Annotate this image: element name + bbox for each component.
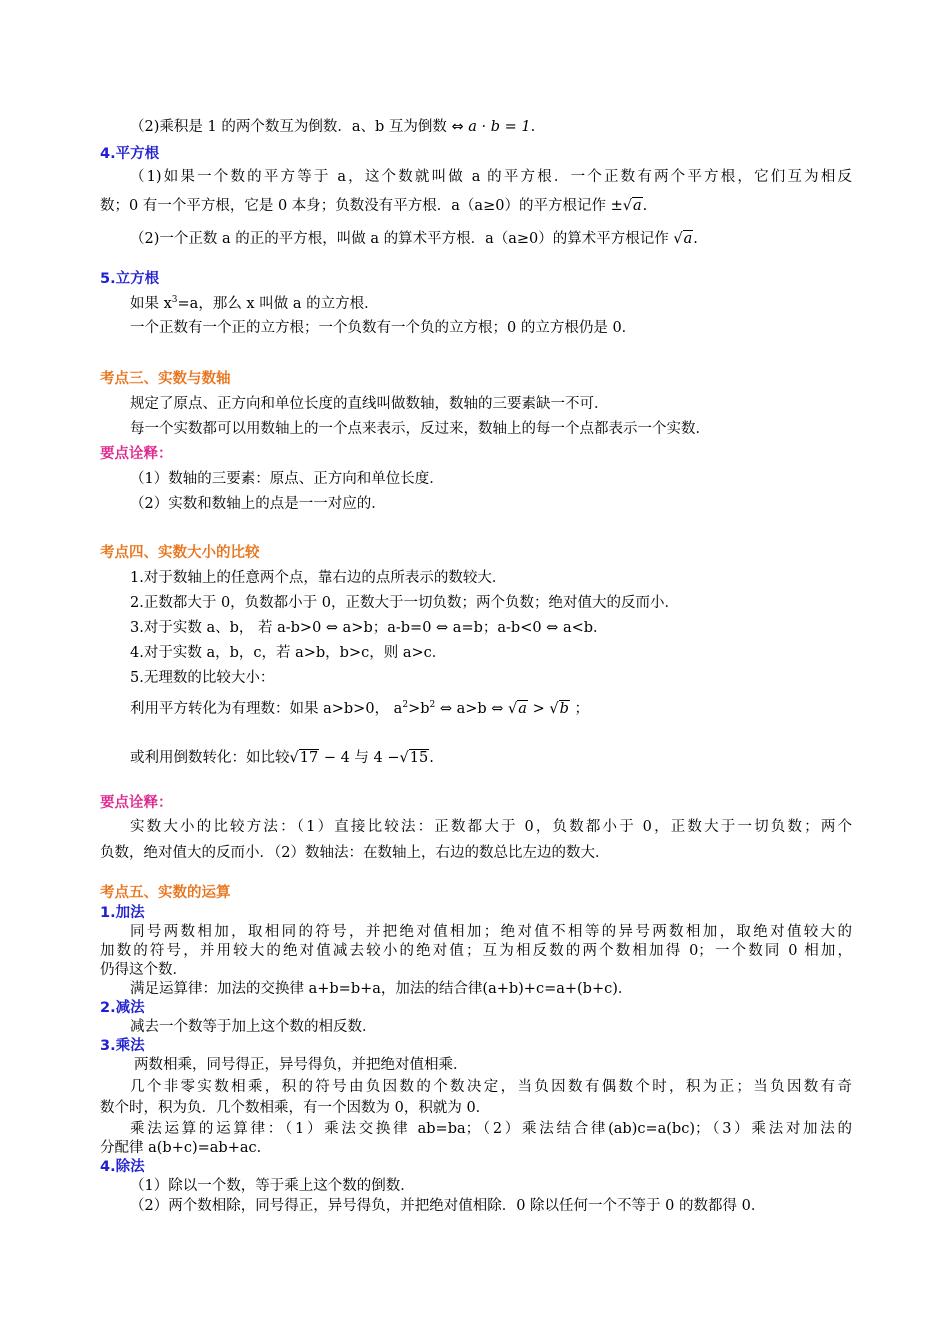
radicand-17: 17	[299, 750, 319, 766]
reciprocal-text: （2)乘积是 1 的两个数互为倒数．a、b 互为倒数	[130, 119, 447, 135]
kp4-title: 考点四、实数大小的比较	[100, 545, 260, 561]
kp4-i4: 4.对于实数 a，b，c，若 a>b，b>c，则 a>c．	[130, 645, 447, 661]
kp4-note-line1: 实数大小的比较方法：（1）直接比较法：正数都大于 0，负数都小于 0，正数大于一切负数；两个	[130, 819, 852, 835]
radicand: a	[632, 198, 642, 214]
kp4-i6-mid: >b	[408, 701, 430, 717]
kp4-i6-post: ⇔ a>b ⇔	[435, 701, 504, 717]
mul-line4: 乘法运算的运算律：（1）乘法交换律 ab=ba；（2）乘法结合律(ab)c=a(bc)；（3）乘法对加法的	[130, 1121, 852, 1137]
kp4-i7-pre: 或利用倒数转化：如比较	[130, 750, 290, 766]
reciprocal-line	[130, 118, 535, 136]
mul-line3: 数个时，积为负．几个数相乘，有一个因数为 0，积就为 0．	[100, 1100, 491, 1116]
div-line2: （2）两个数相除，同号得正，异号得负，并把绝对值相除．0 除以任何一个不等于 0 的数都得 0．	[130, 1198, 766, 1214]
mul-title: 3.乘法	[100, 1038, 145, 1054]
sec5-p1-sup: 3	[171, 295, 178, 305]
add-line4: 满足运算律：加法的交换律 a+b=b+a，加法的结合律(a+b)+c=a+(b+c)．	[130, 981, 633, 997]
plus-minus-sign: ±	[610, 198, 623, 214]
kp4-i3: 3.对于实数 a、b， 若 a-b>0 ⇔ a>b；a-b=0 ⇔ a=b；a-b<0 ⇔ a<b．	[130, 620, 608, 636]
sec4-p2-text: （2)一个正数 a 的正的平方根，叫做 a 的算术平方根．a（a≥0）的算术平方根记作	[130, 231, 669, 247]
kp4-i5: 5.无理数的比较大小：	[130, 670, 275, 686]
kp3-title: 考点三、实数与数轴	[100, 371, 231, 387]
kp5-title: 考点五、实数的运算	[100, 885, 231, 901]
div-title: 4.除法	[100, 1159, 145, 1175]
sec5-title: 5.立方根	[100, 271, 160, 287]
kp4-i7-four: 4 −	[373, 750, 400, 766]
sec4-p2	[130, 230, 698, 248]
greater-than: >	[532, 701, 545, 717]
sub-line1: 减去一个数等于加上这个数的相反数．	[130, 1019, 377, 1035]
radicand-b: b	[559, 701, 569, 717]
radicand: a	[683, 231, 693, 247]
mul-line1: 两数相乘，同号得正，异号得负，并把绝对值相乘．	[134, 1057, 468, 1073]
sqrt-formula	[611, 198, 643, 214]
sqrt-symbol: √a	[622, 198, 642, 214]
kp4-i7-end: .	[429, 750, 434, 766]
reciprocal-formula: a · b = 1	[468, 119, 531, 135]
sec5-p1-pre: 如果 x	[130, 296, 172, 312]
add-title: 1.加法	[100, 905, 145, 921]
sec4-title: 4.平方根	[100, 146, 160, 162]
radicand-15: 15	[409, 750, 429, 766]
radicand-a: a	[518, 701, 527, 717]
kp3-p1: 规定了原点、正方向和单位长度的直线叫做数轴，数轴的三要素缺一不可．	[130, 396, 609, 412]
mul-line2: 几个非零实数相乘，积的符号由负因数的个数决定，当负因数有偶数个时，积为正；当负因数有奇	[130, 1079, 852, 1095]
kp4-i6-sup2: 2	[429, 700, 436, 710]
kp4-i6-end: ；	[574, 701, 589, 717]
sqrt-symbol: √a	[508, 701, 527, 717]
div-line1: （1）除以一个数，等于乘上这个数的倒数．	[130, 1178, 415, 1194]
sec4-p1-line1: （1)如果一个数的平方等于 a，这个数就叫做 a 的平方根．一个正数有两个平方根，它们互为相反	[130, 169, 852, 185]
iff-symbol: ⇔	[451, 119, 464, 135]
kp4-note-title: 要点诠释：	[100, 795, 173, 811]
sub-title: 2.减法	[100, 1000, 145, 1016]
kp4-i2: 2.正数都大于 0，负数都小于 0，正数大于一切负数；两个负数；绝对值大的反而小．	[130, 595, 680, 611]
sec4-p1-line2-text: 数；0 有一个平方根，它是 0 本身；负数没有平方根．a（a≥0）的平方根记作	[100, 198, 606, 214]
sec4-p1-line2	[100, 197, 647, 215]
sec5-p1-post: =a，那么 x 叫做 a 的立方根．	[177, 296, 379, 312]
kp4-i6	[130, 700, 589, 718]
kp4-i7-minus: − 4	[323, 750, 350, 766]
kp4-i6-pre: 利用平方转化为有理数：如果 a>b>0， a	[130, 701, 403, 717]
sec4-p2-end: .	[693, 231, 698, 247]
kp3-n2: （2）实数和数轴上的点是一一对应的．	[130, 496, 386, 512]
add-line3: 仍得这个数．	[100, 962, 187, 978]
add-line1: 同号两数相加，取相同的符号，并把绝对值相加；绝对值不相等的异号两数相加，取绝对值较大的	[130, 924, 852, 940]
sec5-p1	[130, 295, 379, 313]
sec5-p2: 一个正数有一个正的立方根；一个负数有一个负的立方根；0 的立方根仍是 0．	[130, 320, 637, 336]
kp3-p2: 每一个实数都可以用数轴上的一个点来表示，反过来，数轴上的每一个点都表示一个实数．	[130, 421, 710, 437]
kp3-n1: （1）数轴的三要素：原点、正方向和单位长度．	[130, 471, 444, 487]
kp4-note-line2: 负数，绝对值大的反而小．（2）数轴法：在数轴上，右边的数总比左边的数大．	[100, 845, 610, 861]
add-line2: 加数的符号，并用较大的绝对值减去较小的绝对值；互为相反数的两个数相加得 0；一个数同 0 相加，	[100, 943, 852, 959]
mul-line5: 分配律 a(b+c)=ab+ac．	[100, 1140, 272, 1156]
kp4-i7-with: 与	[354, 750, 369, 766]
reciprocal-end: .	[530, 119, 536, 135]
sqrt-symbol: √a	[673, 231, 693, 247]
kp4-i1: 1.对于数轴上的任意两个点，靠右边的点所表示的数较大．	[130, 570, 507, 586]
kp4-i6-sup1: 2	[402, 700, 409, 710]
sqrt-symbol: √b	[549, 701, 569, 717]
sqrt-symbol: √15	[399, 750, 429, 766]
kp3-note-title: 要点诠释：	[100, 446, 173, 462]
sec4-p1-end: .	[642, 198, 648, 214]
kp4-i7	[130, 749, 434, 767]
sqrt-symbol: √17	[289, 750, 319, 766]
